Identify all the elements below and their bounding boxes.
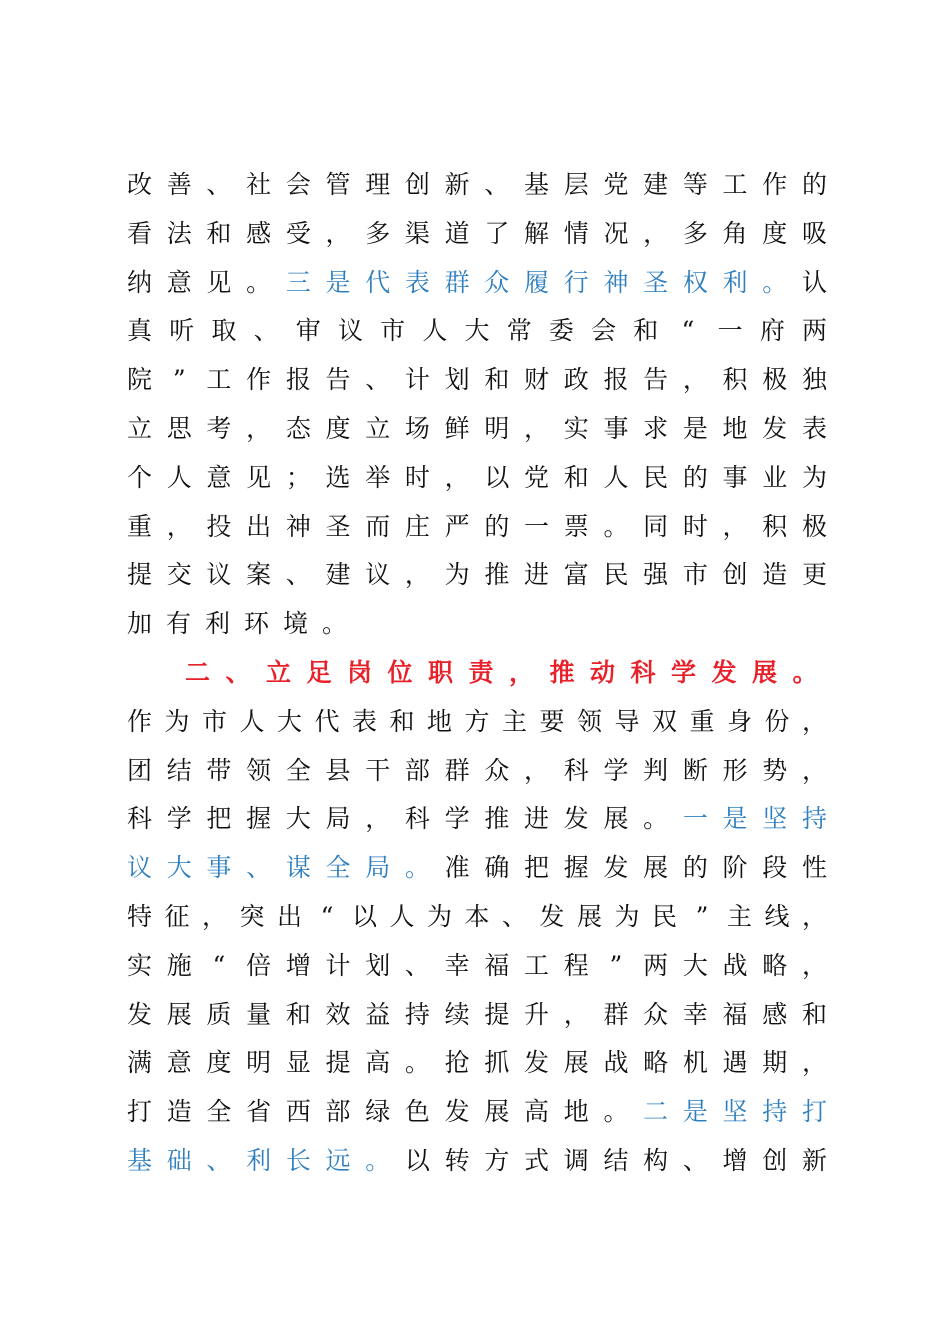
text-line: 加 有 利 环 境 。 — [127, 609, 348, 639]
text-line: 议 大 事 、 谋 全 局 。 准 确 把 握 发 展 的 阶 段 性 — [127, 853, 827, 883]
body-text — [127, 161, 827, 1186]
text-line: 发 展 质 量 和 效 益 持 续 提 升 ， 群 众 幸 福 感 和 — [127, 999, 827, 1029]
text-line: 立 思 考 ， 态 度 立 场 鲜 明 ， 实 事 求 是 地 发 表 — [127, 413, 827, 443]
text-line: 打 造 全 省 西 部 绿 色 发 展 高 地 。 二 是 坚 持 打 — [127, 1097, 827, 1127]
text-line: 看 法 和 感 受 ， 多 渠 道 了 解 情 况 ， 多 角 度 吸 — [127, 218, 827, 248]
text-line: 科 学 把 握 大 局 ， 科 学 推 进 发 展 。 一 是 坚 持 — [127, 804, 827, 834]
text-line: 提 交 议 案 、 建 议 ， 为 推 进 富 民 强 市 创 造 更 — [127, 560, 827, 590]
text-line: 改 善 、 社 会 管 理 创 新 、 基 层 党 建 等 工 作 的 — [127, 170, 827, 199]
text-line: 个 人 意 见 ； 选 举 时 ， 以 党 和 人 民 的 事 业 为 — [127, 462, 827, 492]
text-line: 真 听 取 、 审 议 市 人 大 常 委 会 和 “ 一 府 两 — [127, 316, 828, 346]
text-line: 基 础 、 利 长 远 。 以 转 方 式 调 结 构 、 增 创 新 — [127, 1145, 827, 1175]
text-line: 满 意 度 明 显 提 高 。 抢 抓 发 展 战 略 机 遇 期 ， — [127, 1048, 827, 1078]
text-line: 特 征 ， 突 出 “ 以 人 为 本 、 发 展 为 民 ” 主 线 ， — [127, 901, 828, 931]
text-line: 实 施 “ 倍 增 计 划 、 幸 福 工 程 ” 两 大 战 略 ， — [127, 950, 827, 980]
text-line: 纳 意 见 。 三 是 代 表 群 众 履 行 神 圣 权 利 。 认 — [127, 267, 827, 297]
text-line: 作 为 市 人 大 代 表 和 地 方 主 要 领 导 双 重 身 份 ， — [127, 706, 828, 736]
text-line: 重 ， 投 出 神 圣 而 庄 严 的 一 票 。 同 时 ， 积 极 — [127, 511, 827, 541]
text-line: 团 结 带 领 全 县 干 部 群 众 ， 科 学 判 断 形 势 ， — [127, 755, 827, 785]
text-line: 院 ” 工 作 报 告 、 计 划 和 财 政 报 告 ， 积 极 独 — [127, 365, 827, 395]
section-heading: 二 、 立 足 岗 位 职 责 ， 推 动 科 学 发 展 。 — [185, 657, 818, 687]
